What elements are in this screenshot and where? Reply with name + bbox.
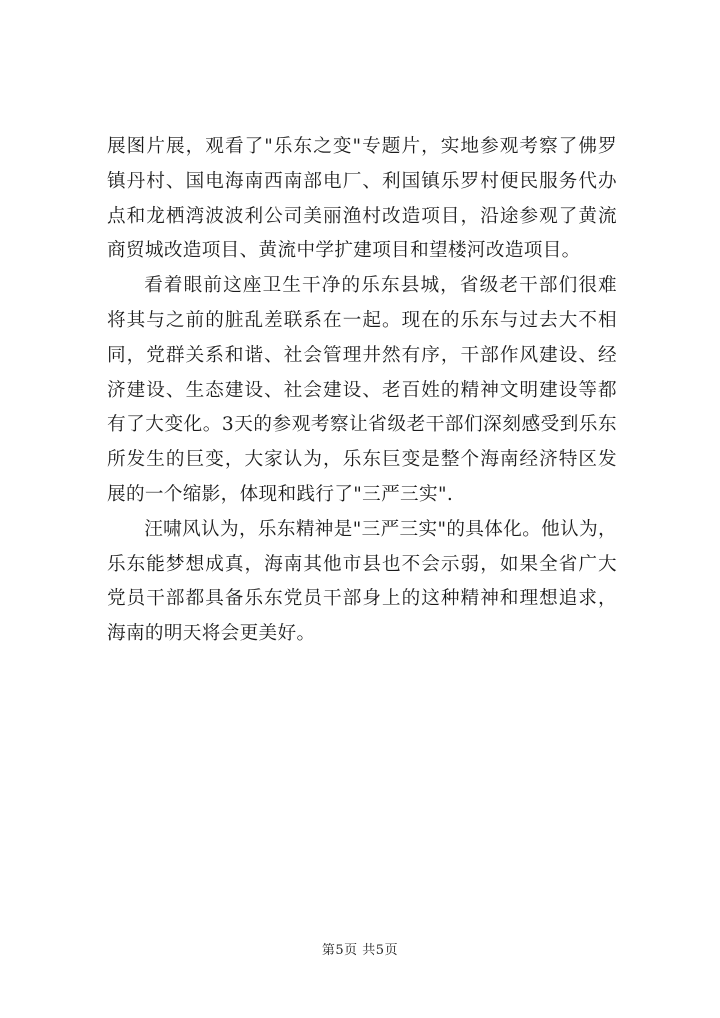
document-body xyxy=(107,130,617,652)
paragraph: 汪啸风认为，乐东精神是"三严三实"的具体化。他认为，乐东能梦想成真，海南其他市县也不会示弱，如果全省广大党员干部都具备乐东党员干部身上的这种精神和理想追求，海南的明天将会更美好。 xyxy=(107,518,617,645)
page-footer: 第5页 共5页 xyxy=(321,943,399,958)
paragraph: 看着眼前这座卫生干净的乐东县城，省级老干部们很难将其与之前的脏乱差联系在一起。现在的乐东与过去大不相同，党群关系和谐、社会管理井然有序，干部作风建设、经济建设、生态建设、社会建设、老百姓的精神文明建设等都有了大变化。3天的参观考察让省级老干部们深刻感受到乐东所发生的巨变，大家认为，乐东巨变是整个海南经济特区发展的一个缩影，体现和践行了"三严三实". xyxy=(107,275,617,505)
paragraph-continuation: 展图片展，观看了"乐东之变"专题片，实地参观考察了佛罗镇丹村、国电海南西南部电厂、利国镇乐罗村便民服务代办点和龙栖湾波波利公司美丽渔村改造项目，沿途参观了黄流商贸城改造项目、黄流中学扩建项目和望楼河改造项目。 xyxy=(107,136,617,262)
